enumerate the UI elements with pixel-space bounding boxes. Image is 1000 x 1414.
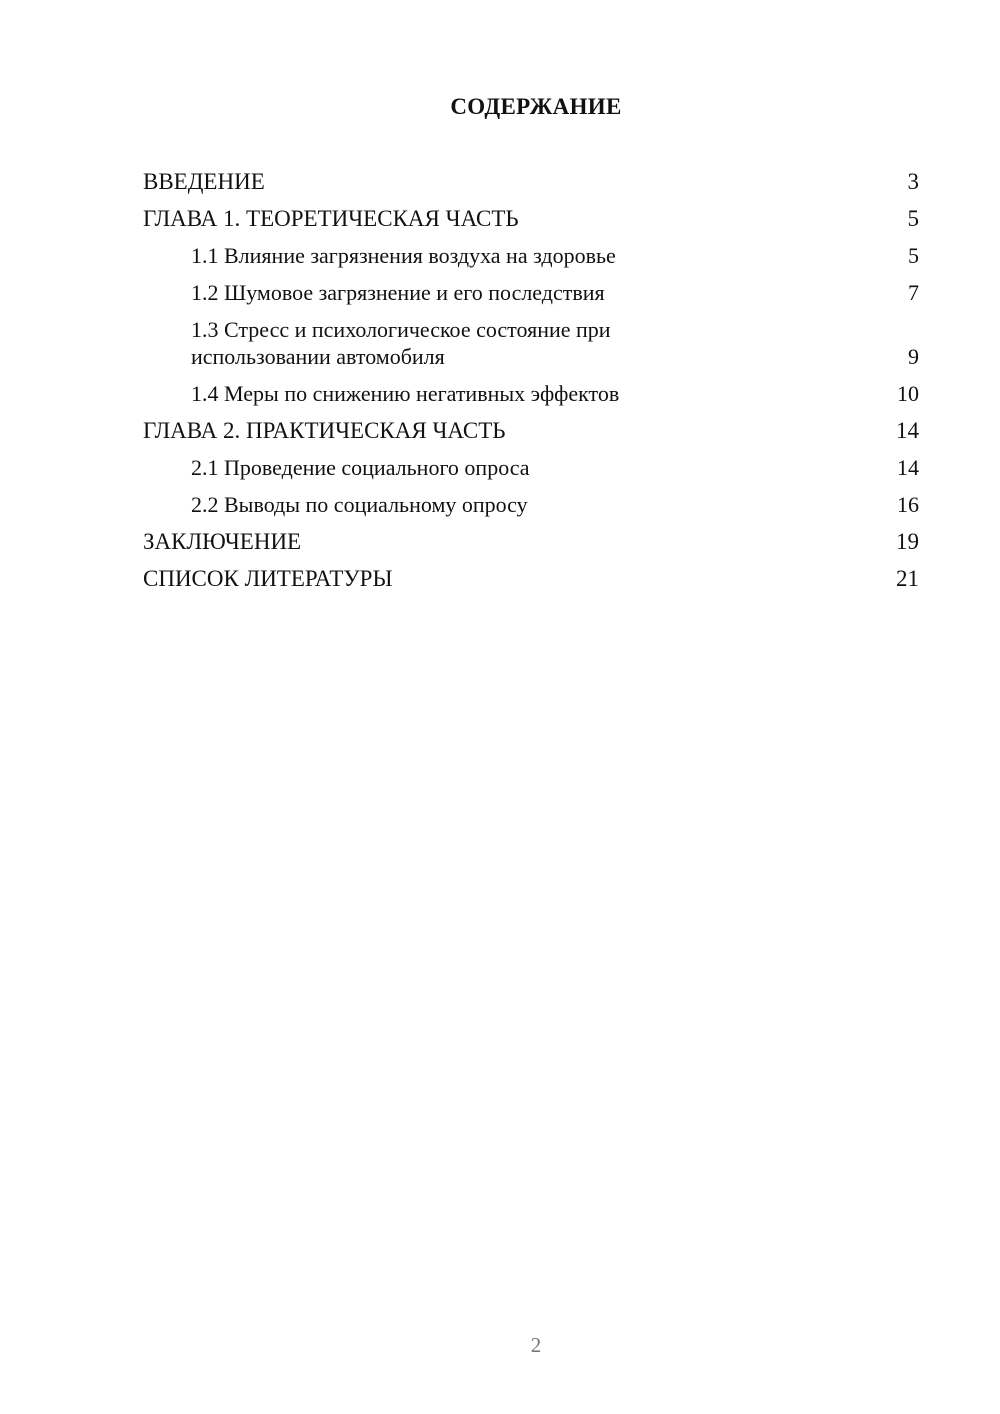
toc-entry-conclusion[interactable] bbox=[143, 528, 919, 555]
toc-entry-introduction[interactable] bbox=[143, 168, 919, 195]
toc-entry-section-1-2[interactable] bbox=[143, 279, 919, 306]
table-of-contents bbox=[143, 168, 919, 602]
toc-entry-page: 3 bbox=[907, 169, 919, 194]
page-number: 2 bbox=[530, 1333, 542, 1357]
toc-entry-page: 14 bbox=[896, 418, 919, 443]
toc-entry-section-2-2[interactable] bbox=[143, 491, 919, 518]
toc-entry-label: 2.1 Проведение социального опроса bbox=[191, 455, 530, 480]
toc-entry-chapter-2[interactable] bbox=[143, 417, 919, 444]
toc-entry-label: 1.4 Меры по снижению негативных эффектов bbox=[191, 381, 620, 406]
toc-entry-label: ГЛАВА 1. ТЕОРЕТИЧЕСКАЯ ЧАСТЬ bbox=[143, 206, 519, 231]
toc-entry-page: 16 bbox=[897, 492, 919, 517]
toc-entry-label: ВВЕДЕНИЕ bbox=[143, 169, 265, 194]
toc-entry-page: 14 bbox=[897, 455, 919, 480]
toc-entry-section-2-1[interactable] bbox=[143, 454, 919, 481]
toc-entry-page: 19 bbox=[896, 529, 919, 554]
toc-entry-chapter-1[interactable] bbox=[143, 205, 919, 232]
toc-entry-label: СПИСОК ЛИТЕРАТУРЫ bbox=[143, 566, 393, 591]
toc-entry-section-1-4[interactable] bbox=[143, 380, 919, 407]
toc-entry-references[interactable] bbox=[143, 565, 919, 592]
toc-entry-section-1-1[interactable] bbox=[143, 242, 919, 269]
toc-entry-page: 5 bbox=[907, 206, 919, 231]
toc-entry-label: 2.2 Выводы по социальному опросу bbox=[191, 492, 528, 517]
toc-entry-page: 5 bbox=[908, 243, 919, 268]
toc-entry-section-1-3[interactable] bbox=[143, 316, 919, 370]
toc-entry-label: ЗАКЛЮЧЕНИЕ bbox=[143, 529, 302, 554]
toc-entry-label: 1.1 Влияние загрязнения воздуха на здоровье bbox=[191, 243, 616, 268]
toc-entry-page: 7 bbox=[908, 280, 919, 305]
toc-entry-label: ГЛАВА 2. ПРАКТИЧЕСКАЯ ЧАСТЬ bbox=[143, 418, 506, 443]
toc-entry-page: 10 bbox=[897, 381, 919, 406]
toc-entry-label: 1.3 Стресс и психологическое состояние при использовании автомобиля bbox=[191, 317, 611, 369]
toc-entry-label: 1.2 Шумовое загрязнение и его последствия bbox=[191, 280, 605, 305]
toc-entry-page: 21 bbox=[896, 566, 919, 591]
page-title: СОДЕРЖАНИЕ bbox=[450, 94, 622, 119]
toc-entry-page: 9 bbox=[908, 344, 919, 369]
